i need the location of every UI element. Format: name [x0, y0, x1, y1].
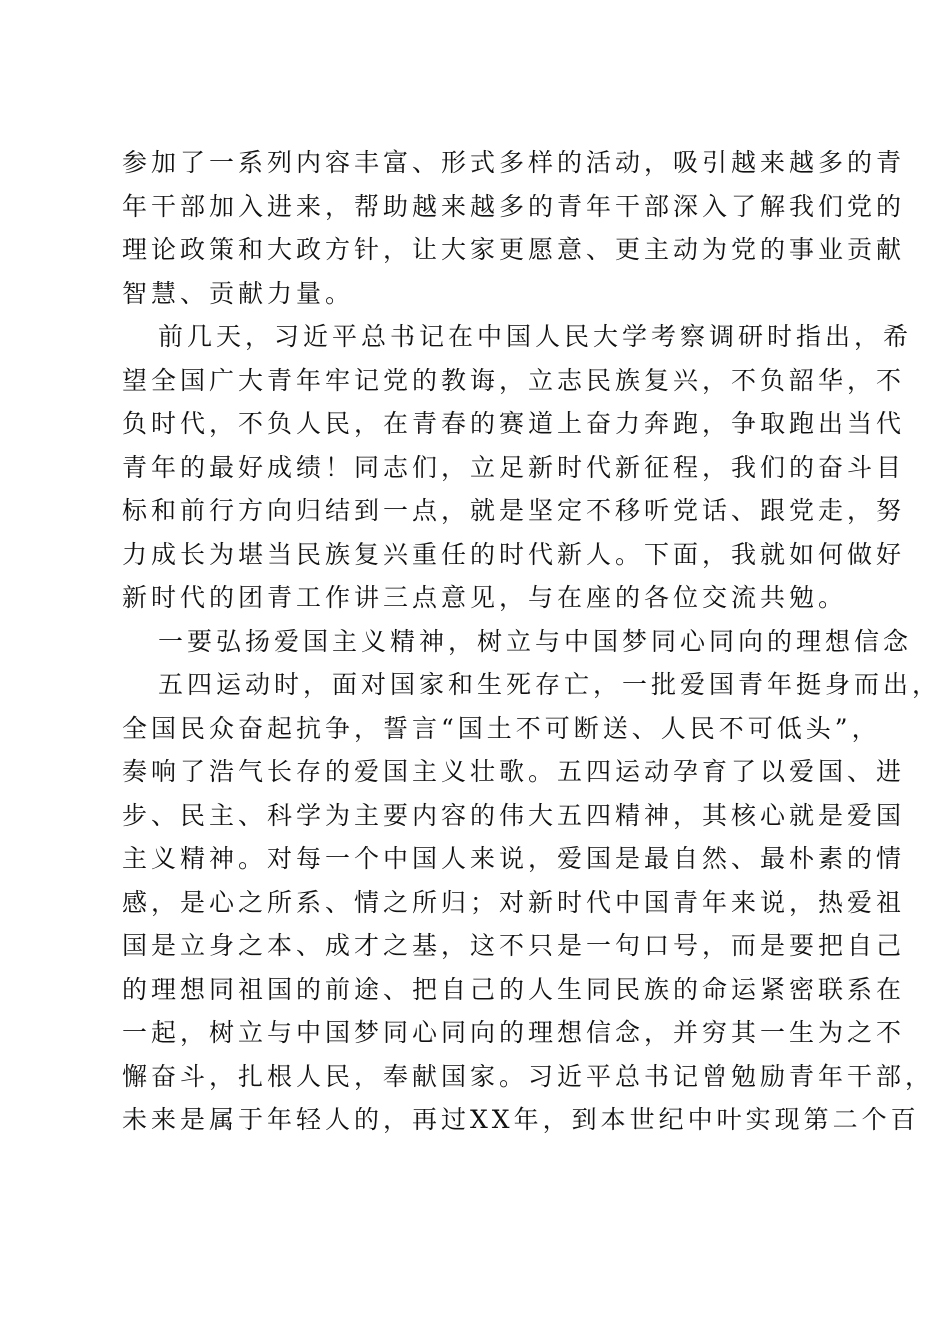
- text-line: 一起，树立与中国梦同心同向的理想信念，并穷其一生为之不: [122, 1018, 906, 1047]
- paragraph-first-line: 前几天，习近平总书记在中国人民大学考察调研时指出，希: [158, 322, 913, 351]
- text-line: 全国民众奋起抗争，誓言“国土不可断送、人民不可低头”，: [122, 713, 881, 743]
- section-heading: 一要弘扬爱国主义精神，树立与中国梦同心同向的理想信念: [158, 626, 913, 656]
- text-line: 标和前行方向归结到一点，就是坚定不移听党话、跟党走，努: [122, 496, 906, 525]
- text-line: 青年的最好成绩！同志们，立足新时代新征程，我们的奋斗目: [122, 452, 906, 482]
- text-line: 智慧、贡献力量。: [122, 278, 355, 308]
- text-line: 新时代的团青工作讲三点意见，与在座的各位交流共勉。: [122, 583, 848, 612]
- text-line: 负时代，不负人民，在青春的赛道上奋力奔跑，争取跑出当代: [122, 409, 906, 438]
- text-line: 参加了一系列内容丰富、形式多样的活动，吸引越来越多的青: [122, 148, 906, 177]
- text-line: 步、民主、科学为主要内容的伟大五四精神，其核心就是爱国: [122, 800, 906, 830]
- text-line: 国是立身之本、成才之基，这不只是一句口号，而是要把自己: [122, 931, 906, 960]
- text-line: 年干部加入进来，帮助越来越多的青年干部深入了解我们党的: [122, 191, 906, 221]
- text-line: 望全国广大青年牢记党的教诲，立志民族复兴，不负韶华，不: [122, 365, 906, 395]
- text-line: 的理想同祖国的前途、把自己的人生同民族的命运紧密联系在: [122, 974, 906, 1004]
- text-line: 力成长为堪当民族复兴重任的时代新人。下面，我就如何做好: [122, 539, 906, 569]
- text-line: 懈奋斗，扎根人民，奉献国家。习近平总书记曾勉励青年干部，: [122, 1061, 935, 1091]
- text-line: 奏响了浩气长存的爱国主义壮歌。五四运动孕育了以爱国、进: [122, 757, 906, 786]
- text-line: 感，是心之所系、情之所归；对新时代中国青年来说，热爱祖: [122, 887, 906, 917]
- paragraph-first-line: 五四运动时，面对国家和生死存亡，一批爱国青年挺身而出，: [158, 670, 942, 699]
- text-line: 主义精神。对每一个中国人来说，爱国是最自然、最朴素的情: [122, 844, 906, 873]
- text-line: 理论政策和大政方针，让大家更愿意、更主动为党的事业贡献: [122, 235, 906, 264]
- text-line: 未来是属于年轻人的，再过XX年，到本世纪中叶实现第二个百: [122, 1105, 920, 1134]
